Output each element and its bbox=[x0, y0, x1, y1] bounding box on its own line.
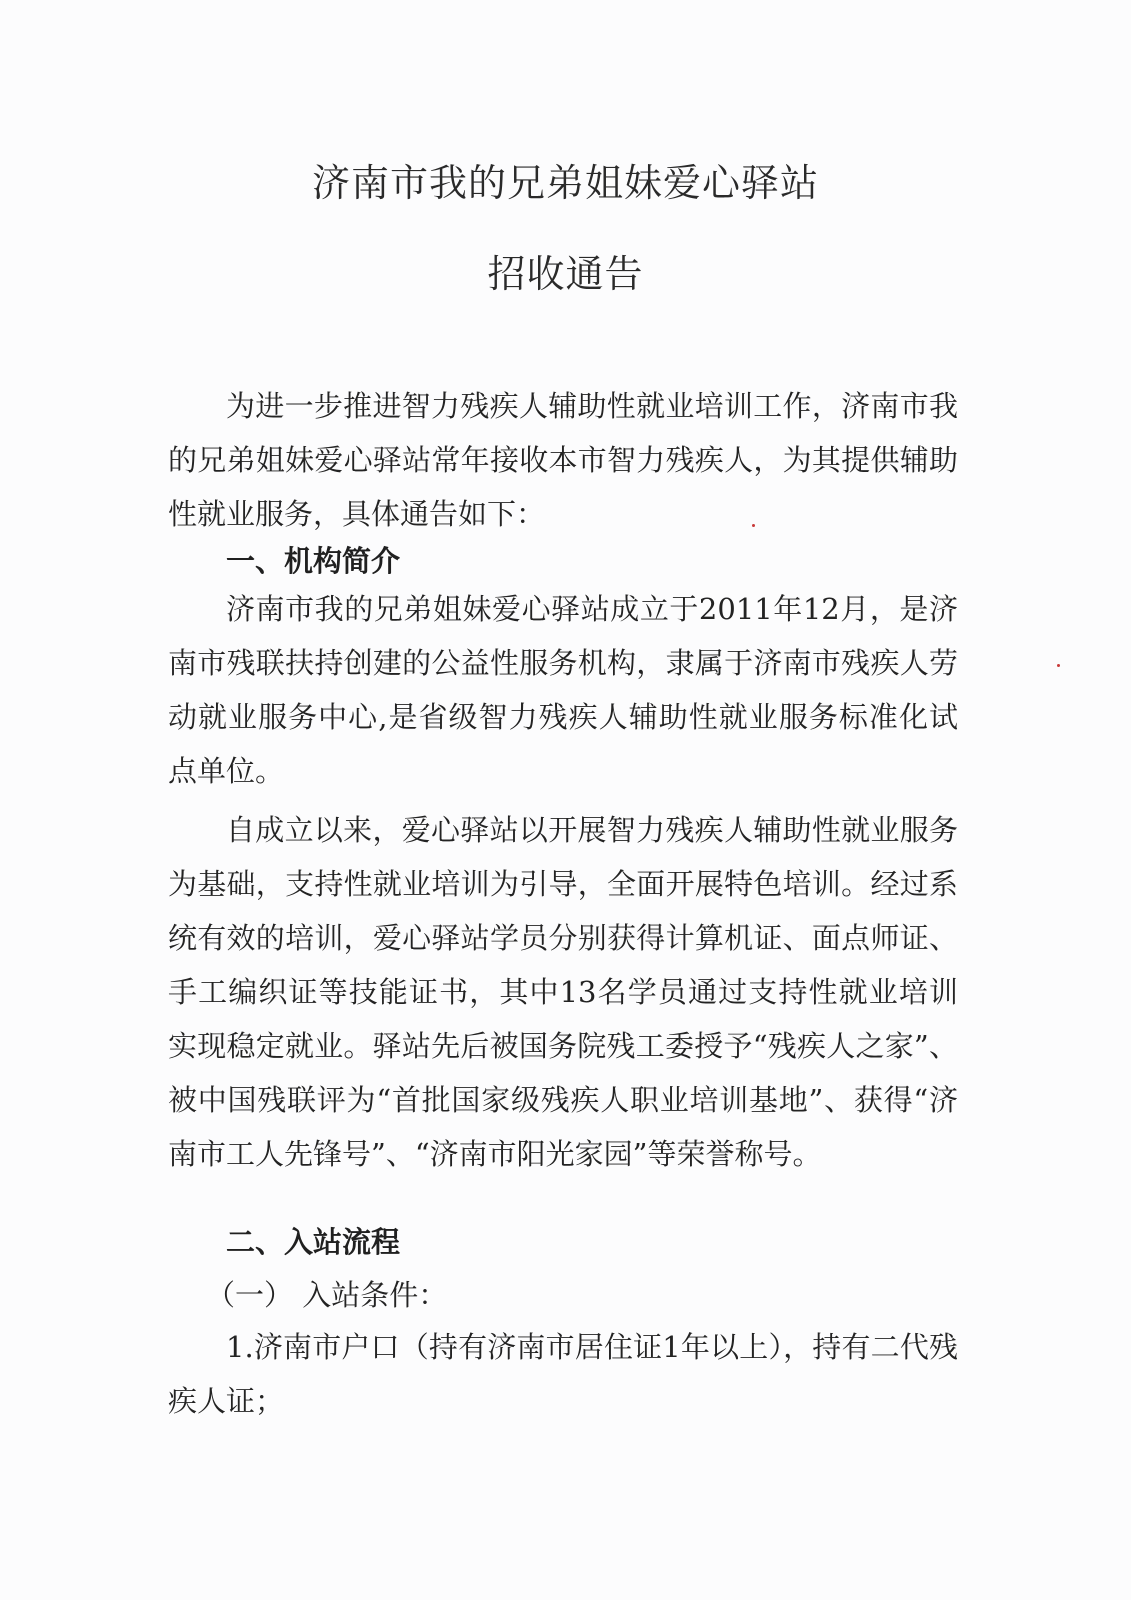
scan-speck bbox=[1057, 664, 1060, 667]
section1-heading: 一、机构简介 bbox=[226, 544, 401, 578]
section2-heading: 二、入站流程 bbox=[226, 1225, 401, 1259]
intro-paragraph: 为进一步推进智力残疾人辅助性就业培训工作，济南市我的兄弟姐妹爱心驿站常年接收本市智力残疾人，为其提供辅助性就业服务，具体通告如下： bbox=[168, 389, 958, 531]
section1-paragraph1: 济南市我的兄弟姐妹爱心驿站成立于2011年12月，是济南市残联扶持创建的公益性服务机构，隶属于济南市残疾人劳动就业服务中心,是省级智力残疾人辅助性就业服务标准化试点单位。 bbox=[168, 592, 958, 788]
section1-paragraph2: 自成立以来，爱心驿站以开展智力残疾人辅助性就业服务为基础，支持性就业培训为引导，全面开展特色培训。经过系统有效的培训，爱心驿站学员分别获得计算机证、面点师证、手工编织证等技能证书，其中13名学员通过支持性就业培训实现稳定就业。驿站先后被国务院残工委授予“残疾人之家”、被中国残联评为“首批国家级残疾人职业培训基地”、获得“济南市工人先锋号”、“济南市阳光家园”等荣誉称号。 bbox=[168, 813, 958, 1171]
condition1-paragraph: 1.济南市户口（持有济南市居住证1年以上），持有二代残疾人证； bbox=[168, 1330, 958, 1418]
scan-speck bbox=[752, 524, 755, 527]
subsection1-heading: （一） 入站条件： bbox=[206, 1278, 448, 1312]
document-title-line2: 招收通告 bbox=[487, 252, 644, 296]
document-title-line1: 济南市我的兄弟姐妹爱心驿站 bbox=[311, 161, 819, 205]
